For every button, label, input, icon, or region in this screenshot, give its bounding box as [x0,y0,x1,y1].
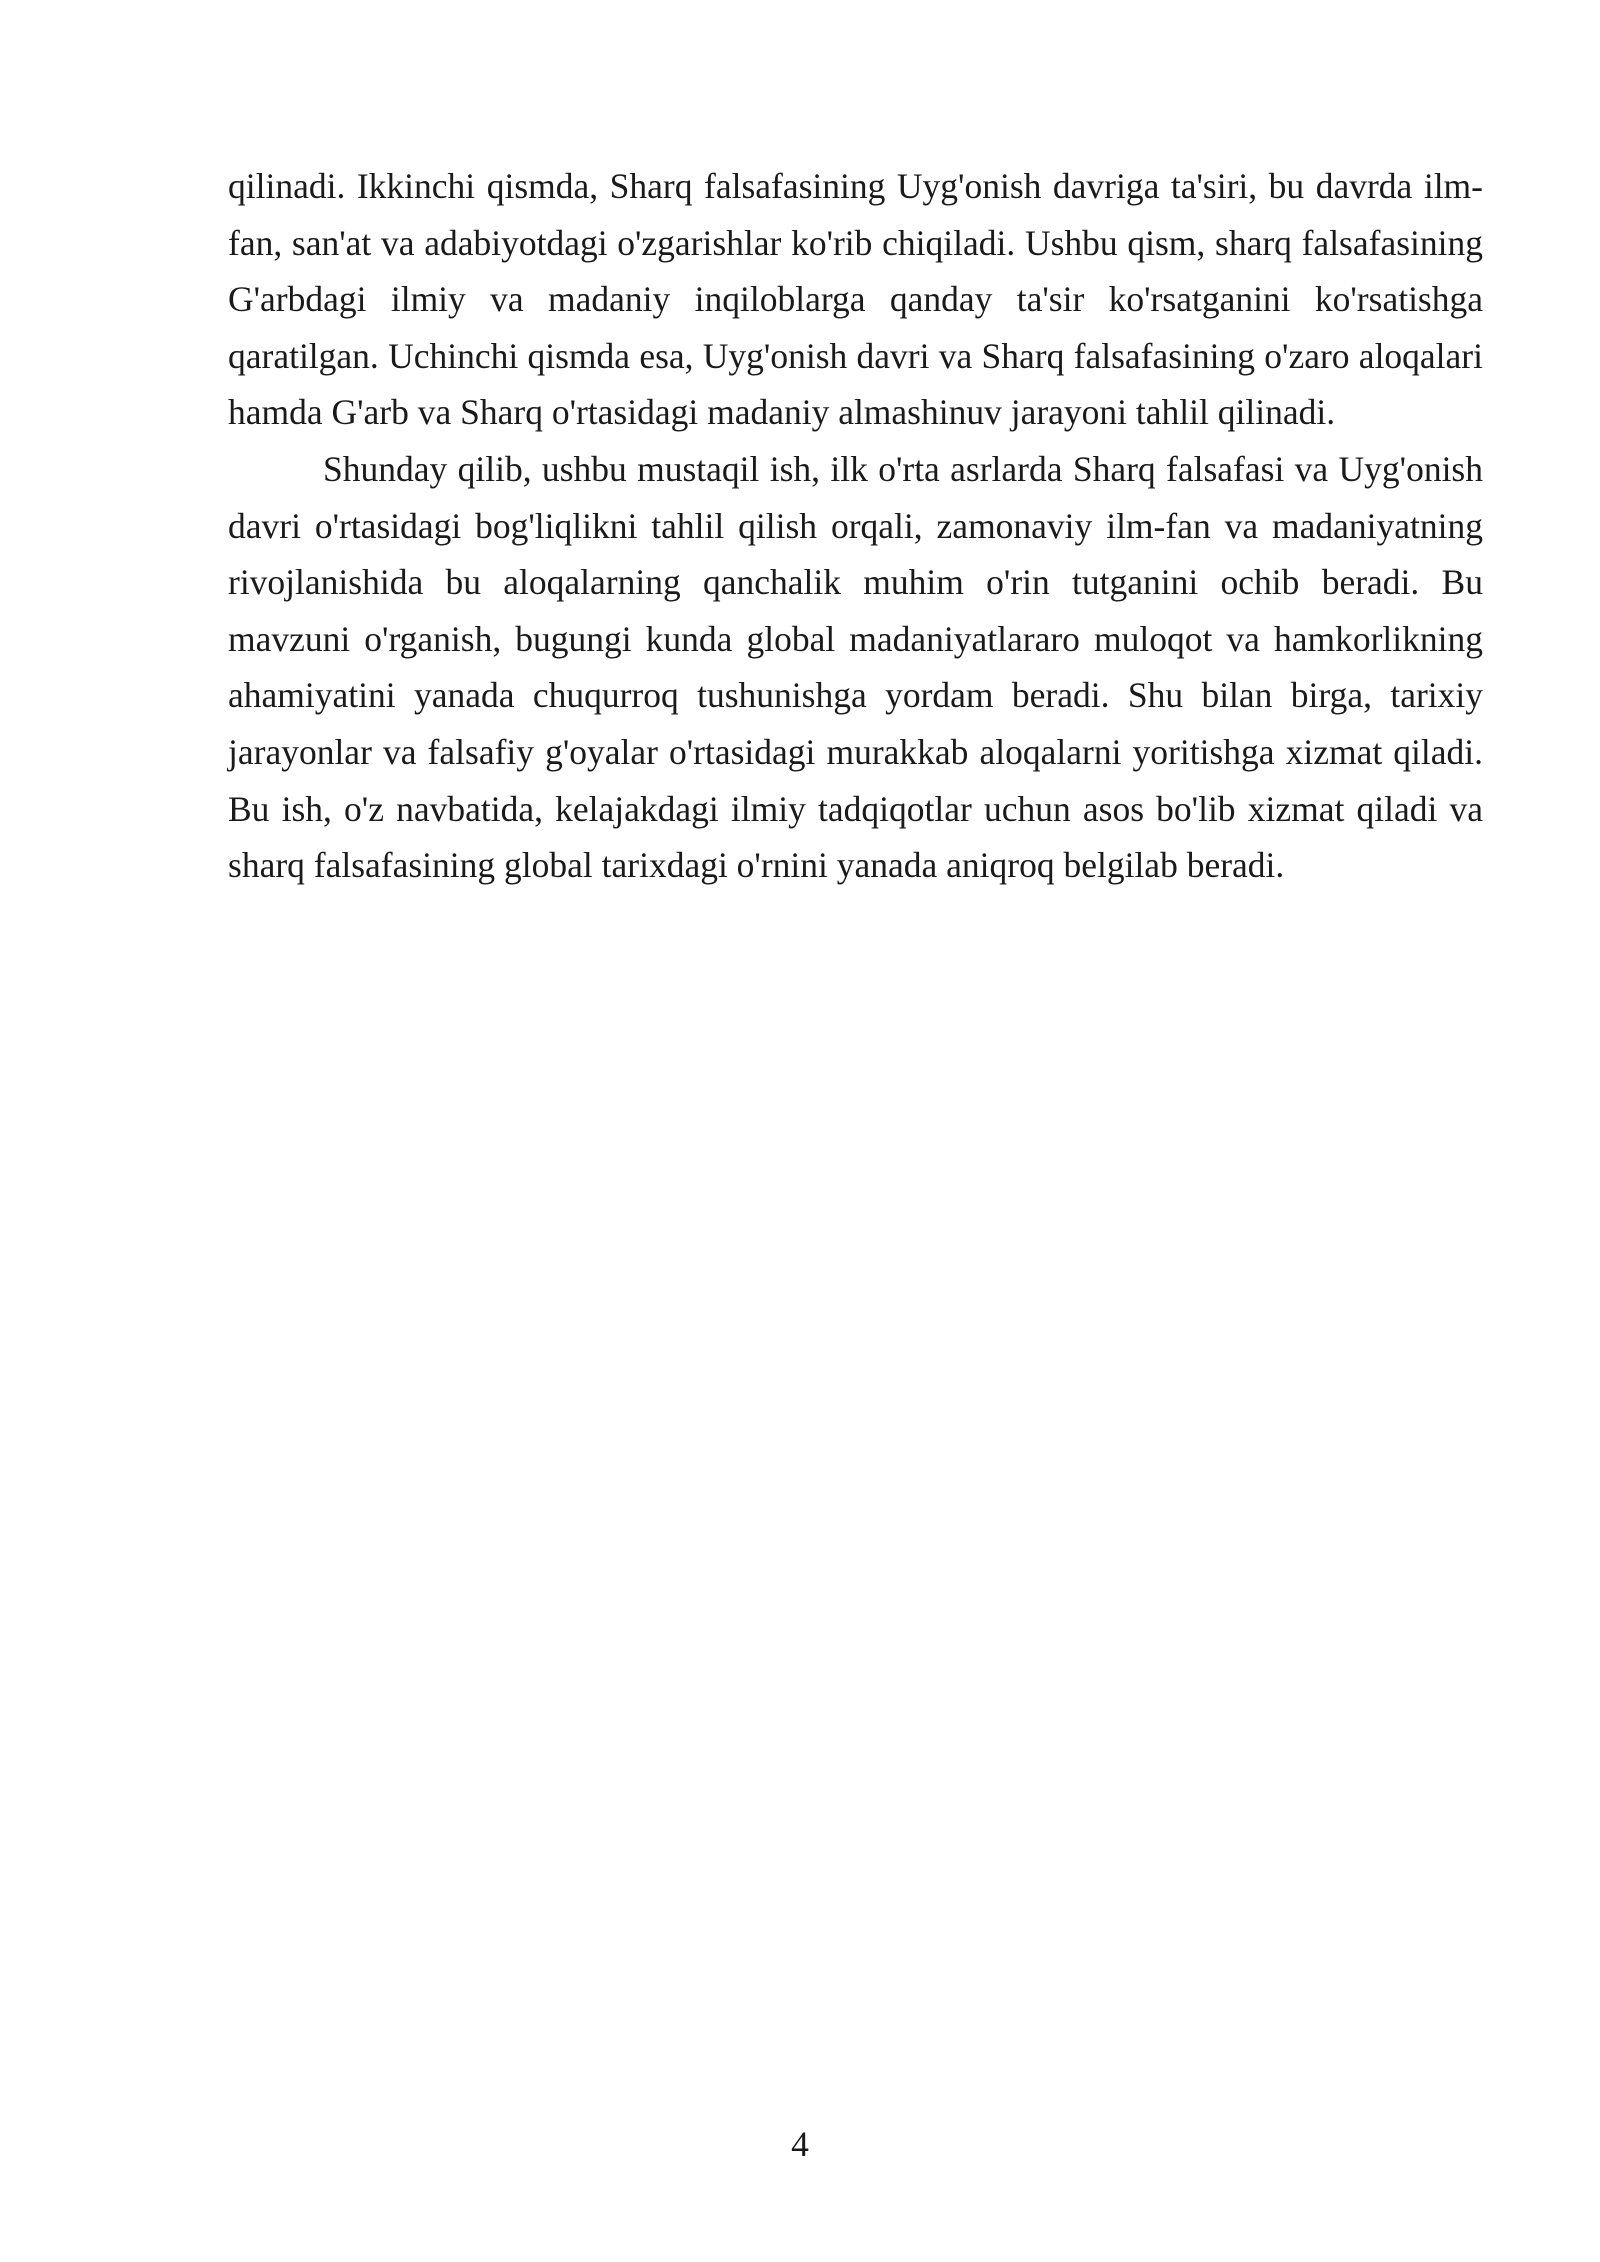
paragraph-continuation: qilinadi. Ikkinchi qismda, Sharq falsafasining Uyg'onish davriga ta'siri, bu davrda ilm-fan, san'at va adabiyotdagi o'zgarishlar ko'rib chiqiladi. Ushbu qism, sharq falsafasining G'arbdagi ilmiy va madaniy inqiloblarga qanday ta'sir ko'rsatganini ko'rsatishga qaratilgan. Uchinchi qismda esa, Uyg'onish davri va Sharq falsafasining o'zaro aloqalari hamda G'arb va Sharq o'rtasidagi madaniy almashinuv jarayoni tahlil qilinadi. [228,166,1483,433]
paragraph-conclusion: Shunday qilib, ushbu mustaqil ish, ilk o'rta asrlarda Sharq falsafasi va Uyg'onish davri o'rtasidagi bog'liqlikni tahlil qilish orqali, zamonaviy ilm-fan va madaniyatning rivojlanishida bu aloqalarning qanchalik muhim o'rin tutganini ochib beradi. Bu mavzuni o'rganish, bugungi kunda global madaniyatlararo muloqot va hamkorlikning ahamiyatini yanada chuqurroq tushunishga yordam beradi. Shu bilan birga, tarixiy jarayonlar va falsafiy g'oyalar o'rtasidagi murakkab aloqalarni yoritishga xizmat qiladi. Bu ish, o'z navbatida, kelajakdagi ilmiy tadqiqotlar uchun asos bo'lib xizmat qiladi va sharq falsafasining global tarixdagi o'rnini yanada aniqroq belgilab beradi. [228,448,1483,886]
body-text [228,158,1483,894]
page-number: 4 [791,2124,809,2164]
